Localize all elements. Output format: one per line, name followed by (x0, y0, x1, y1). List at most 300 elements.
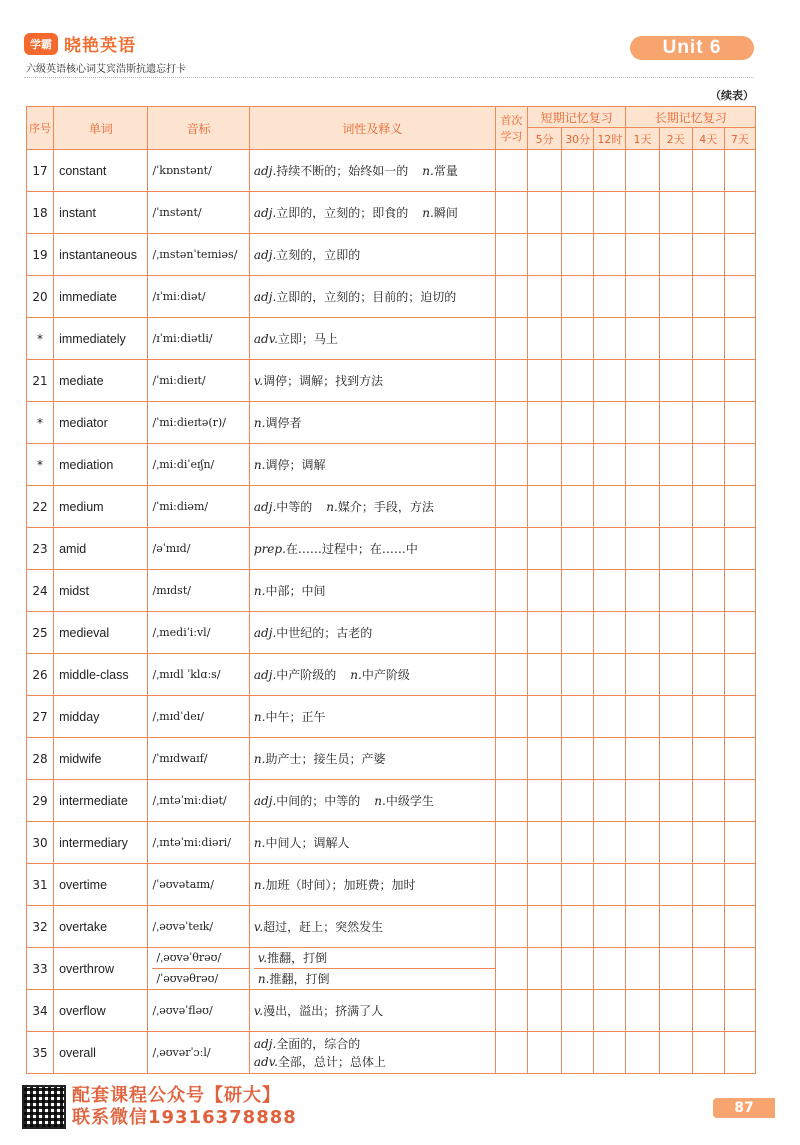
checkbox-12h[interactable] (594, 1032, 626, 1074)
meaning: 持续不断的；始终如一的 (276, 164, 409, 178)
meaning: 中产阶级 (361, 668, 410, 682)
checkbox-5min[interactable] (528, 654, 562, 696)
checkbox-12h[interactable] (594, 570, 626, 612)
checkbox-2d[interactable] (659, 948, 692, 990)
definition-variant (254, 948, 495, 969)
checkbox-4d[interactable] (692, 822, 724, 864)
checkbox-1d[interactable] (626, 234, 659, 276)
checkbox-12h[interactable] (594, 360, 626, 402)
checkbox-1d[interactable] (626, 654, 659, 696)
row-phonetic: /ˌmɪdl ˈklɑːs/ (148, 654, 249, 696)
checkbox-first-study[interactable] (495, 318, 527, 360)
checkbox-12h[interactable] (594, 822, 626, 864)
checkbox-7d[interactable] (724, 696, 755, 738)
row-number: 30 (27, 822, 54, 864)
row-definition (249, 444, 495, 486)
checkbox-12h[interactable] (594, 318, 626, 360)
checkbox-2d[interactable] (659, 864, 692, 906)
meaning: 在……过程中；在……中 (285, 542, 418, 556)
brand-logo-icon: 学霸 (24, 33, 58, 55)
row-number: 19 (27, 234, 54, 276)
row-definition (249, 402, 495, 444)
table-row (27, 402, 756, 444)
checkbox-4d[interactable] (692, 486, 724, 528)
checkbox-5min[interactable] (528, 612, 562, 654)
row-phonetic: /əˈmɪd/ (148, 528, 249, 570)
row-number: 25 (27, 612, 54, 654)
meaning: 调停；调解 (265, 458, 326, 472)
definition-part (350, 668, 410, 682)
part-of-speech: n. (374, 794, 386, 808)
checkbox-12h[interactable] (594, 612, 626, 654)
checkbox-7d[interactable] (724, 612, 755, 654)
row-word: constant (54, 150, 148, 192)
checkbox-30min[interactable] (562, 402, 594, 444)
checkbox-12h[interactable] (594, 444, 626, 486)
meaning: 漫出，溢出；挤满了人 (263, 1004, 384, 1018)
checkbox-30min[interactable] (562, 486, 594, 528)
part-of-speech: n. (422, 164, 434, 178)
promo-line-1: 配套课程公众号【研大】 (72, 1085, 281, 1106)
row-word: overtake (54, 906, 148, 948)
definition-part (254, 710, 326, 724)
definition-part (254, 248, 360, 262)
row-number: 31 (27, 864, 54, 906)
checkbox-first-study[interactable] (495, 738, 527, 780)
checkbox-7d[interactable] (724, 318, 755, 360)
checkbox-5min[interactable] (528, 360, 562, 402)
row-definition (249, 276, 495, 318)
checkbox-30min[interactable] (562, 696, 594, 738)
checkbox-5min[interactable] (528, 990, 562, 1032)
row-word: middle-class (54, 654, 148, 696)
meaning: 助产士；接生员；产婆 (265, 752, 386, 766)
checkbox-4d[interactable] (692, 276, 724, 318)
checkbox-first-study[interactable] (495, 780, 527, 822)
checkbox-first-study[interactable] (495, 1032, 527, 1074)
checkbox-4d[interactable] (692, 654, 724, 696)
checkbox-4d[interactable] (692, 948, 724, 990)
checkbox-5min[interactable] (528, 486, 562, 528)
header-divider (24, 77, 754, 78)
checkbox-4d[interactable] (692, 738, 724, 780)
checkbox-2d[interactable] (659, 528, 692, 570)
checkbox-1d[interactable] (626, 990, 659, 1032)
checkbox-4d[interactable] (692, 528, 724, 570)
checkbox-7d[interactable] (724, 402, 755, 444)
checkbox-first-study[interactable] (495, 906, 527, 948)
table-row (27, 990, 756, 1032)
table-row (27, 444, 756, 486)
table-row (27, 486, 756, 528)
part-of-speech: adj. (253, 626, 277, 640)
checkbox-2d[interactable] (659, 234, 692, 276)
definition-part (374, 794, 434, 808)
meaning: 调停；调解；找到方法 (263, 374, 384, 388)
checkbox-7d[interactable] (724, 150, 755, 192)
checkbox-30min[interactable] (562, 528, 594, 570)
row-word: mediation (54, 444, 148, 486)
meaning: 超过，赶上；突然发生 (263, 920, 384, 934)
page-number: 87 (713, 1098, 775, 1118)
part-of-speech: adv. (253, 1054, 278, 1069)
checkbox-5min[interactable] (528, 234, 562, 276)
checkbox-1d[interactable] (626, 1032, 659, 1074)
meaning: 中等的 (276, 500, 313, 514)
checkbox-1d[interactable] (626, 402, 659, 444)
header-short-30min: 30分 (562, 128, 594, 150)
phonetic-variant: /ˈəʊvəθrəʊ/ (156, 972, 219, 985)
checkbox-12h[interactable] (594, 738, 626, 780)
part-of-speech: adj. (253, 290, 277, 304)
checkbox-4d[interactable] (692, 990, 724, 1032)
row-word: mediate (54, 360, 148, 402)
checkbox-12h[interactable] (594, 780, 626, 822)
checkbox-first-study[interactable] (495, 696, 527, 738)
definition-part (326, 500, 434, 514)
meaning: 立即的，立刻的；目前的；迫切的 (276, 290, 457, 304)
checkbox-7d[interactable] (724, 276, 755, 318)
checkbox-5min[interactable] (528, 948, 562, 990)
checkbox-4d[interactable] (692, 570, 724, 612)
continued-label: （续表） (710, 89, 754, 102)
checkbox-2d[interactable] (659, 570, 692, 612)
row-definition (249, 192, 495, 234)
row-definition (249, 696, 495, 738)
part-of-speech: v. (253, 1004, 264, 1018)
meaning: 全部，总计；总体上 (277, 1054, 386, 1069)
checkbox-5min[interactable] (528, 780, 562, 822)
checkbox-first-study[interactable] (495, 864, 527, 906)
checkbox-first-study[interactable] (495, 612, 527, 654)
checkbox-4d[interactable] (692, 906, 724, 948)
checkbox-first-study[interactable] (495, 990, 527, 1032)
checkbox-1d[interactable] (626, 192, 659, 234)
checkbox-4d[interactable] (692, 612, 724, 654)
checkbox-12h[interactable] (594, 486, 626, 528)
checkbox-30min[interactable] (562, 780, 594, 822)
checkbox-first-study[interactable] (495, 822, 527, 864)
checkbox-4d[interactable] (692, 1032, 724, 1074)
checkbox-30min[interactable] (562, 276, 594, 318)
checkbox-first-study[interactable] (495, 192, 527, 234)
checkbox-7d[interactable] (724, 990, 755, 1032)
checkbox-7d[interactable] (724, 864, 755, 906)
checkbox-7d[interactable] (724, 444, 755, 486)
row-number: 22 (27, 486, 54, 528)
checkbox-1d[interactable] (626, 486, 659, 528)
row-phonetic: /ˈmiːdieɪtə(r)/ (148, 402, 249, 444)
checkbox-30min[interactable] (562, 822, 594, 864)
row-definition (249, 528, 495, 570)
checkbox-1d[interactable] (626, 780, 659, 822)
row-number: 21 (27, 360, 54, 402)
checkbox-4d[interactable] (692, 192, 724, 234)
part-of-speech: v. (253, 920, 264, 934)
row-definition (249, 990, 495, 1032)
header-short-5min: 5分 (528, 128, 562, 150)
brand (24, 31, 136, 56)
checkbox-7d[interactable] (724, 780, 755, 822)
part-of-speech: prep. (253, 542, 286, 556)
checkbox-7d[interactable] (724, 906, 755, 948)
checkbox-1d[interactable] (626, 318, 659, 360)
checkbox-30min[interactable] (562, 906, 594, 948)
checkbox-12h[interactable] (594, 906, 626, 948)
row-number: 17 (27, 150, 54, 192)
checkbox-first-study[interactable] (495, 360, 527, 402)
checkbox-2d[interactable] (659, 486, 692, 528)
checkbox-12h[interactable] (594, 402, 626, 444)
row-phonetic: /ˌəʊvəˈfləʊ/ (148, 990, 249, 1032)
checkbox-12h[interactable] (594, 990, 626, 1032)
definition-part (254, 668, 336, 682)
header-first-study: 首次学习 (495, 107, 527, 150)
definition-part (422, 164, 458, 178)
checkbox-first-study[interactable] (495, 150, 527, 192)
checkbox-5min[interactable] (528, 570, 562, 612)
meaning: 瞬间 (433, 206, 458, 220)
row-definition (249, 570, 495, 612)
definition-part (254, 332, 338, 346)
row-definition (249, 612, 495, 654)
checkbox-2d[interactable] (659, 1032, 692, 1074)
definition-part (254, 878, 416, 892)
checkbox-4d[interactable] (692, 444, 724, 486)
checkbox-2d[interactable] (659, 612, 692, 654)
checkbox-30min[interactable] (562, 612, 594, 654)
checkbox-12h[interactable] (594, 528, 626, 570)
checkbox-1d[interactable] (626, 906, 659, 948)
row-number: 28 (27, 738, 54, 780)
table-row (27, 612, 756, 654)
checkbox-1d[interactable] (626, 276, 659, 318)
checkbox-2d[interactable] (659, 192, 692, 234)
checkbox-4d[interactable] (692, 360, 724, 402)
checkbox-30min[interactable] (562, 192, 594, 234)
part-of-speech: n. (326, 500, 338, 514)
checkbox-5min[interactable] (528, 402, 562, 444)
part-of-speech: n. (253, 710, 266, 724)
row-number: * (27, 444, 54, 486)
checkbox-5min[interactable] (528, 318, 562, 360)
row-word: intermediary (54, 822, 148, 864)
row-word: immediate (54, 276, 148, 318)
checkbox-1d[interactable] (626, 696, 659, 738)
checkbox-5min[interactable] (528, 906, 562, 948)
checkbox-1d[interactable] (626, 738, 659, 780)
checkbox-2d[interactable] (659, 738, 692, 780)
checkbox-first-study[interactable] (495, 486, 527, 528)
checkbox-4d[interactable] (692, 318, 724, 360)
row-word: overflow (54, 990, 148, 1032)
checkbox-2d[interactable] (659, 822, 692, 864)
checkbox-2d[interactable] (659, 780, 692, 822)
checkbox-first-study[interactable] (495, 276, 527, 318)
row-number: 24 (27, 570, 54, 612)
checkbox-5min[interactable] (528, 150, 562, 192)
meaning: 常量 (433, 164, 458, 178)
row-phonetic: /ˈmɪdwaɪf/ (148, 738, 249, 780)
checkbox-first-study[interactable] (495, 402, 527, 444)
table-row (27, 234, 756, 276)
checkbox-5min[interactable] (528, 696, 562, 738)
checkbox-first-study[interactable] (495, 570, 527, 612)
checkbox-30min[interactable] (562, 864, 594, 906)
checkbox-1d[interactable] (626, 570, 659, 612)
checkbox-2d[interactable] (659, 906, 692, 948)
checkbox-12h[interactable] (594, 948, 626, 990)
checkbox-7d[interactable] (724, 738, 755, 780)
checkbox-7d[interactable] (724, 192, 755, 234)
checkbox-12h[interactable] (594, 276, 626, 318)
row-word: medium (54, 486, 148, 528)
part-of-speech: n. (253, 584, 266, 598)
promo-block (22, 1085, 297, 1129)
checkbox-5min[interactable] (528, 444, 562, 486)
definition-part (254, 794, 360, 808)
checkbox-7d[interactable] (724, 570, 755, 612)
checkbox-5min[interactable] (528, 738, 562, 780)
row-definition (249, 360, 495, 402)
row-definition (249, 234, 495, 276)
definition-part (254, 374, 383, 388)
checkbox-7d[interactable] (724, 1032, 755, 1074)
checkbox-5min[interactable] (528, 822, 562, 864)
meaning: 立刻的，立即的 (276, 248, 361, 262)
checkbox-4d[interactable] (692, 780, 724, 822)
qr-code-icon (22, 1085, 66, 1129)
checkbox-5min[interactable] (528, 276, 562, 318)
brand-name: 晓艳英语 (64, 36, 136, 56)
checkbox-2d[interactable] (659, 444, 692, 486)
checkbox-30min[interactable] (562, 570, 594, 612)
checkbox-12h[interactable] (594, 192, 626, 234)
checkbox-4d[interactable] (692, 234, 724, 276)
row-phonetic: /ɪˈmiːdiətli/ (148, 318, 249, 360)
checkbox-1d[interactable] (626, 528, 659, 570)
checkbox-7d[interactable] (724, 822, 755, 864)
checkbox-5min[interactable] (528, 1032, 562, 1074)
checkbox-30min[interactable] (562, 444, 594, 486)
row-phonetic: /ˌmiːdiˈeɪʃn/ (148, 444, 249, 486)
row-phonetic: /ˌmɪdˈdeɪ/ (148, 696, 249, 738)
definition-part (254, 416, 302, 430)
definition-part (254, 584, 326, 598)
checkbox-2d[interactable] (659, 696, 692, 738)
table-row (27, 780, 756, 822)
checkbox-2d[interactable] (659, 150, 692, 192)
checkbox-2d[interactable] (659, 654, 692, 696)
header-long-2d: 2天 (659, 128, 692, 150)
checkbox-1d[interactable] (626, 948, 659, 990)
checkbox-first-study[interactable] (495, 444, 527, 486)
row-definition (249, 150, 495, 192)
checkbox-30min[interactable] (562, 1032, 594, 1074)
checkbox-5min[interactable] (528, 864, 562, 906)
definition-part (254, 1004, 383, 1018)
checkbox-12h[interactable] (594, 864, 626, 906)
row-word: mediator (54, 402, 148, 444)
row-number: 20 (27, 276, 54, 318)
checkbox-1d[interactable] (626, 864, 659, 906)
checkbox-30min[interactable] (562, 234, 594, 276)
checkbox-4d[interactable] (692, 150, 724, 192)
checkbox-7d[interactable] (724, 528, 755, 570)
checkbox-4d[interactable] (692, 402, 724, 444)
checkbox-30min[interactable] (562, 654, 594, 696)
header-short-term: 短期记忆复习 (528, 107, 626, 128)
checkbox-2d[interactable] (659, 990, 692, 1032)
checkbox-first-study[interactable] (495, 948, 527, 990)
checkbox-12h[interactable] (594, 696, 626, 738)
checkbox-30min[interactable] (562, 150, 594, 192)
unit-badge: Unit 6 (630, 36, 754, 60)
vocab-body (27, 150, 756, 1074)
checkbox-2d[interactable] (659, 360, 692, 402)
part-of-speech: adj. (253, 500, 277, 514)
checkbox-7d[interactable] (724, 234, 755, 276)
row-definition (249, 318, 495, 360)
checkbox-7d[interactable] (724, 948, 755, 990)
table-row (27, 738, 756, 780)
checkbox-2d[interactable] (659, 318, 692, 360)
checkbox-7d[interactable] (724, 486, 755, 528)
checkbox-1d[interactable] (626, 360, 659, 402)
part-of-speech: n. (253, 458, 266, 472)
checkbox-7d[interactable] (724, 654, 755, 696)
checkbox-12h[interactable] (594, 234, 626, 276)
checkbox-30min[interactable] (562, 360, 594, 402)
row-phonetic: /ˌɪntəˈmiːdiəri/ (148, 822, 249, 864)
checkbox-first-study[interactable] (495, 654, 527, 696)
definition-line (254, 1053, 495, 1071)
checkbox-12h[interactable] (594, 150, 626, 192)
checkbox-30min[interactable] (562, 948, 594, 990)
checkbox-first-study[interactable] (495, 528, 527, 570)
checkbox-4d[interactable] (692, 696, 724, 738)
checkbox-7d[interactable] (724, 360, 755, 402)
checkbox-30min[interactable] (562, 738, 594, 780)
definition-part (254, 836, 350, 850)
part-of-speech: v. (257, 951, 268, 965)
definition-part (254, 752, 386, 766)
checkbox-4d[interactable] (692, 864, 724, 906)
checkbox-1d[interactable] (626, 822, 659, 864)
row-word: overall (54, 1032, 148, 1074)
row-word: midwife (54, 738, 148, 780)
checkbox-2d[interactable] (659, 402, 692, 444)
meaning: 立即；马上 (277, 332, 338, 346)
part-of-speech: n. (253, 878, 266, 892)
header-long-7d: 7天 (724, 128, 755, 150)
checkbox-30min[interactable] (562, 990, 594, 1032)
definition-part (422, 206, 458, 220)
row-number: 18 (27, 192, 54, 234)
definition-part (254, 458, 326, 472)
row-phonetic: /mɪdst/ (148, 570, 249, 612)
checkbox-first-study[interactable] (495, 234, 527, 276)
checkbox-12h[interactable] (594, 654, 626, 696)
table-row (27, 150, 756, 192)
checkbox-1d[interactable] (626, 444, 659, 486)
checkbox-30min[interactable] (562, 318, 594, 360)
checkbox-5min[interactable] (528, 192, 562, 234)
checkbox-1d[interactable] (626, 612, 659, 654)
checkbox-5min[interactable] (528, 528, 562, 570)
checkbox-1d[interactable] (626, 150, 659, 192)
checkbox-2d[interactable] (659, 276, 692, 318)
